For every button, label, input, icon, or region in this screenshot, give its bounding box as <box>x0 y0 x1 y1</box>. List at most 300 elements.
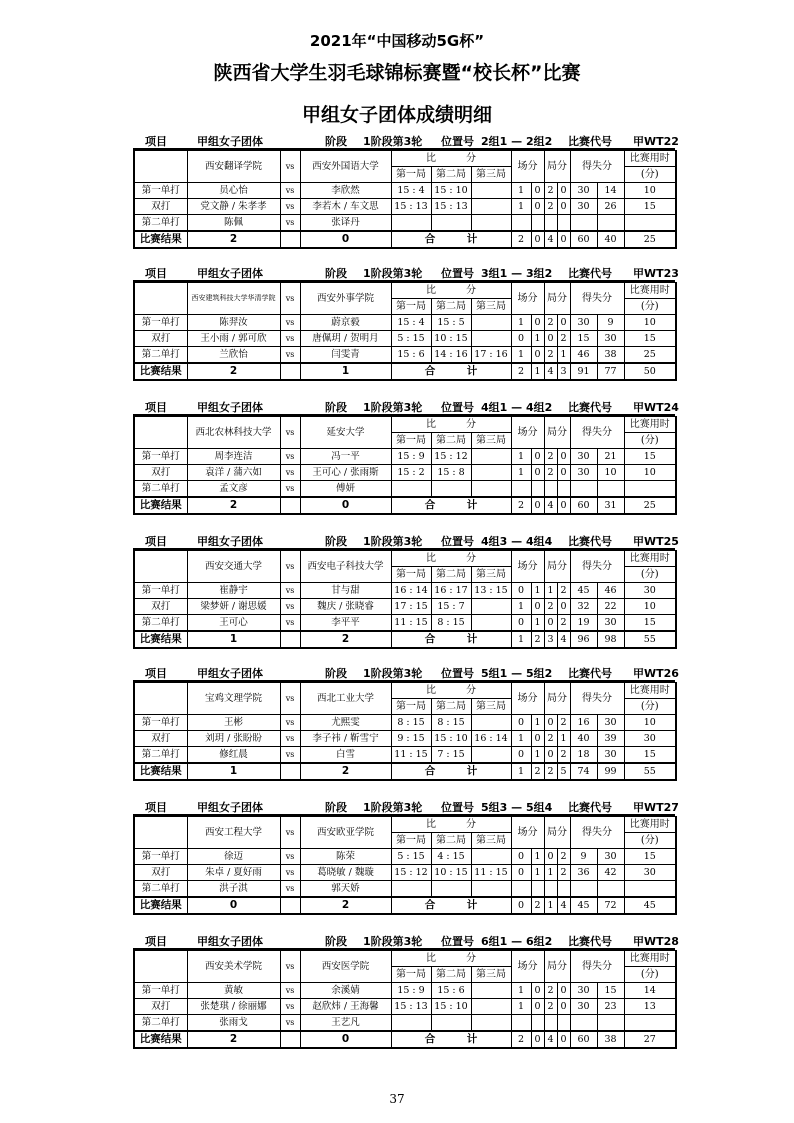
total-label: 合 计 <box>391 631 511 648</box>
game2-score: 16 : 17 <box>431 583 471 599</box>
player-b: 葛晓敏 / 魏璇 <box>300 865 391 881</box>
label-item: 项目 <box>145 267 167 280</box>
game3-header: 第三局 <box>471 833 511 849</box>
game2-score <box>431 881 471 898</box>
stat-cell: 2 <box>557 331 570 347</box>
total-stat-cell: 2 <box>544 763 557 780</box>
result-team-a: 0 <box>187 897 280 914</box>
game1-score <box>391 881 431 898</box>
game1-score: 5 : 15 <box>391 331 431 347</box>
total-stat-cell: 1 <box>531 363 544 380</box>
label-stage: 阶段 <box>325 267 347 280</box>
stat-cell: 1 <box>544 865 557 881</box>
stat-cell: 0 <box>531 183 544 199</box>
team-a-name: 西安翻译学院 <box>187 151 280 183</box>
game2-score: 7 : 15 <box>431 747 471 764</box>
stat-cell: 0 <box>531 449 544 465</box>
total-stat-cell: 0 <box>557 1031 570 1048</box>
stat-cell: 1 <box>511 183 531 199</box>
result-team-b: 0 <box>300 497 391 514</box>
total-stat-cell: 98 <box>597 631 624 648</box>
total-stat-cell: 31 <box>597 497 624 514</box>
time-unit: (分) <box>624 967 676 983</box>
total-stat-cell: 2 <box>511 231 531 248</box>
stat-cell <box>544 215 557 232</box>
player-a: 朱卓 / 夏好雨 <box>187 865 280 881</box>
total-stat-cell: 4 <box>557 631 570 648</box>
points-header: 得失分 <box>570 951 624 983</box>
game3-score: 13 : 15 <box>471 583 511 599</box>
vs-label: vs <box>280 283 300 315</box>
team-b-name: 西安外国语大学 <box>300 151 391 183</box>
player-b: 闫雯青 <box>300 347 391 364</box>
stat-cell: 1 <box>531 715 544 731</box>
table-row <box>134 465 676 481</box>
player-b: 赵欣炜 / 王海馨 <box>300 999 391 1015</box>
total-stat-cell: 2 <box>531 631 544 648</box>
stat-cell: 2 <box>544 983 557 999</box>
vs-label: vs <box>280 315 300 331</box>
time-value: 14 <box>624 983 676 999</box>
time-header: 比赛用时 <box>624 283 676 299</box>
stat-cell: 30 <box>570 465 597 481</box>
game2-header: 第二局 <box>431 299 471 315</box>
code-value: 甲WT26 <box>633 667 679 680</box>
score-header: 比 分 <box>391 283 511 299</box>
player-a: 陈羿汝 <box>187 315 280 331</box>
stat-cell: 38 <box>597 347 624 364</box>
position-value: 4组1 — 4组2 <box>481 401 553 414</box>
stat-cell <box>570 881 597 898</box>
label-position: 位置号 <box>441 667 474 680</box>
total-stat-cell: 1 <box>511 631 531 648</box>
total-stat-cell: 0 <box>511 897 531 914</box>
stat-cell: 1 <box>511 599 531 615</box>
label-stage: 阶段 <box>325 535 347 548</box>
stat-cell: 0 <box>544 747 557 764</box>
table-header-row <box>134 283 676 299</box>
game2-score: 15 : 10 <box>431 999 471 1015</box>
total-time: 45 <box>624 897 676 914</box>
stat-cell: 32 <box>570 599 597 615</box>
total-stat-cell: 72 <box>597 897 624 914</box>
game2-score: 10 : 15 <box>431 331 471 347</box>
result-row <box>134 897 676 914</box>
total-stat-cell: 96 <box>570 631 597 648</box>
game1-score: 17 : 15 <box>391 599 431 615</box>
table-row <box>134 715 676 731</box>
player-b: 陈荣 <box>300 849 391 865</box>
stat-cell: 46 <box>570 347 597 364</box>
game1-header: 第一局 <box>391 833 431 849</box>
game1-score: 15 : 9 <box>391 983 431 999</box>
vs-label: vs <box>280 551 300 583</box>
total-time: 25 <box>624 497 676 514</box>
vs-label: vs <box>280 731 300 747</box>
table-row <box>134 481 676 498</box>
stat-cell: 2 <box>544 449 557 465</box>
stage-value: 1阶段第3轮 <box>363 535 423 548</box>
stat-cell: 1 <box>531 849 544 865</box>
result-label: 比赛结果 <box>134 497 187 514</box>
table-header-row <box>134 551 676 567</box>
player-b: 尤熙雯 <box>300 715 391 731</box>
game1-score: 5 : 15 <box>391 849 431 865</box>
label-code: 比赛代号 <box>568 935 612 948</box>
time-header: 比赛用时 <box>624 417 676 433</box>
stat-cell: 30 <box>570 983 597 999</box>
result-team-b: 2 <box>300 763 391 780</box>
stat-cell: 0 <box>531 983 544 999</box>
match-block <box>133 933 679 1049</box>
position-value: 3组1 — 3组2 <box>481 267 553 280</box>
time-unit: (分) <box>624 699 676 715</box>
match-table <box>133 282 677 381</box>
game1-header: 第一局 <box>391 167 431 183</box>
score-header: 比 分 <box>391 951 511 967</box>
total-stat-cell: 60 <box>570 231 597 248</box>
stat-cell: 1 <box>531 615 544 632</box>
game1-score: 15 : 9 <box>391 449 431 465</box>
stat-cell: 30 <box>570 449 597 465</box>
stat-cell: 2 <box>557 715 570 731</box>
label-item: 项目 <box>145 401 167 414</box>
vs-label: vs <box>280 417 300 449</box>
stat-cell: 0 <box>511 583 531 599</box>
game2-score <box>431 1015 471 1032</box>
game-score-header: 局分 <box>544 417 570 449</box>
player-a: 徐迈 <box>187 849 280 865</box>
stat-cell: 1 <box>511 199 531 215</box>
match-header <box>133 133 679 150</box>
game-score-header: 局分 <box>544 951 570 983</box>
stat-cell: 0 <box>511 615 531 632</box>
player-b: 李若木 / 车文思 <box>300 199 391 215</box>
result-row <box>134 497 676 514</box>
stat-cell <box>511 881 531 898</box>
result-blank <box>280 497 300 514</box>
match-table <box>133 950 677 1049</box>
vs-label: vs <box>280 865 300 881</box>
game3-score <box>471 849 511 865</box>
label-code: 比赛代号 <box>568 535 612 548</box>
table-row <box>134 1015 676 1032</box>
total-stat-cell: 4 <box>544 231 557 248</box>
stat-cell: 0 <box>544 849 557 865</box>
game2-header: 第二局 <box>431 967 471 983</box>
game2-header: 第二局 <box>431 567 471 583</box>
stat-cell: 30 <box>597 615 624 632</box>
position-value: 5组1 — 5组2 <box>481 667 553 680</box>
match-score-header: 场分 <box>511 817 544 849</box>
game-score-header: 局分 <box>544 151 570 183</box>
stat-cell: 1 <box>531 747 544 764</box>
vs-label: vs <box>280 747 300 764</box>
event-type: 第二单打 <box>134 747 187 764</box>
game3-header: 第三局 <box>471 299 511 315</box>
game3-score <box>471 215 511 232</box>
game1-header: 第一局 <box>391 299 431 315</box>
time-header: 比赛用时 <box>624 551 676 567</box>
vs-label: vs <box>280 481 300 498</box>
total-stat-cell: 40 <box>597 231 624 248</box>
table-row <box>134 331 676 347</box>
game1-header: 第一局 <box>391 433 431 449</box>
player-a: 崔静宇 <box>187 583 280 599</box>
game3-header: 第三局 <box>471 167 511 183</box>
event-type: 第一单打 <box>134 583 187 599</box>
total-stat-cell: 0 <box>557 497 570 514</box>
game2-score: 4 : 15 <box>431 849 471 865</box>
game3-score <box>471 1015 511 1032</box>
points-header: 得失分 <box>570 683 624 715</box>
stat-cell <box>531 481 544 498</box>
time-value <box>624 481 676 498</box>
time-value: 15 <box>624 849 676 865</box>
time-value: 15 <box>624 615 676 632</box>
position-value: 5组3 — 5组4 <box>481 801 553 814</box>
label-position: 位置号 <box>441 135 474 148</box>
page-number: 37 <box>389 1092 405 1106</box>
points-header: 得失分 <box>570 417 624 449</box>
table-header-row <box>134 817 676 833</box>
stat-cell: 1 <box>557 347 570 364</box>
game2-score: 8 : 15 <box>431 715 471 731</box>
blank-cell <box>134 283 187 315</box>
label-code: 比赛代号 <box>568 801 612 814</box>
result-team-a: 2 <box>187 363 280 380</box>
stat-cell: 45 <box>570 583 597 599</box>
total-stat-cell: 45 <box>570 897 597 914</box>
stat-cell: 2 <box>557 615 570 632</box>
table-row <box>134 449 676 465</box>
game1-score: 9 : 15 <box>391 731 431 747</box>
table-row <box>134 199 676 215</box>
label-event: 甲组女子团体 <box>197 267 263 280</box>
event-type: 双打 <box>134 999 187 1015</box>
table-row <box>134 849 676 865</box>
player-a: 王小雨 / 郭可欣 <box>187 331 280 347</box>
player-a: 黄敏 <box>187 983 280 999</box>
game1-score: 15 : 4 <box>391 315 431 331</box>
game1-score: 15 : 13 <box>391 999 431 1015</box>
stat-cell: 15 <box>597 983 624 999</box>
vs-label: vs <box>280 1015 300 1032</box>
points-header: 得失分 <box>570 151 624 183</box>
stat-cell: 2 <box>544 315 557 331</box>
player-a: 周李连洁 <box>187 449 280 465</box>
blank-cell <box>134 417 187 449</box>
stat-cell: 23 <box>597 999 624 1015</box>
stat-cell: 39 <box>597 731 624 747</box>
table-row <box>134 215 676 232</box>
label-event: 甲组女子团体 <box>197 135 263 148</box>
match-score-header: 场分 <box>511 417 544 449</box>
match-score-header: 场分 <box>511 151 544 183</box>
stat-cell <box>597 481 624 498</box>
time-header: 比赛用时 <box>624 817 676 833</box>
total-stat-cell: 2 <box>511 363 531 380</box>
stat-cell: 9 <box>570 849 597 865</box>
result-label: 比赛结果 <box>134 631 187 648</box>
stat-cell: 1 <box>511 999 531 1015</box>
stat-cell: 2 <box>544 199 557 215</box>
vs-label: vs <box>280 151 300 183</box>
stat-cell: 1 <box>511 983 531 999</box>
game3-score <box>471 747 511 764</box>
label-event: 甲组女子团体 <box>197 667 263 680</box>
game1-score: 15 : 2 <box>391 465 431 481</box>
event-type: 第二单打 <box>134 1015 187 1032</box>
code-value: 甲WT25 <box>633 535 679 548</box>
stat-cell: 0 <box>531 315 544 331</box>
match-header <box>133 933 679 950</box>
game1-score: 11 : 15 <box>391 747 431 764</box>
time-unit: (分) <box>624 299 676 315</box>
game1-score: 11 : 15 <box>391 615 431 632</box>
stat-cell: 0 <box>531 199 544 215</box>
game1-score: 15 : 6 <box>391 347 431 364</box>
page-header-line2: 陕西省大学生羽毛球锦标赛暨“校长杯”比赛 <box>213 62 581 84</box>
table-row <box>134 865 676 881</box>
stat-cell: 0 <box>557 315 570 331</box>
stat-cell: 2 <box>544 183 557 199</box>
event-type: 第二单打 <box>134 481 187 498</box>
stat-cell: 30 <box>570 999 597 1015</box>
game3-score <box>471 199 511 215</box>
table-row <box>134 747 676 764</box>
game2-score: 15 : 6 <box>431 983 471 999</box>
player-a: 员心怡 <box>187 183 280 199</box>
stat-cell <box>570 215 597 232</box>
stat-cell <box>511 215 531 232</box>
player-a: 洪子淇 <box>187 881 280 898</box>
player-a: 党文静 / 朱孝孝 <box>187 199 280 215</box>
label-item: 项目 <box>145 801 167 814</box>
label-code: 比赛代号 <box>568 267 612 280</box>
stat-cell: 0 <box>557 983 570 999</box>
label-position: 位置号 <box>441 267 474 280</box>
stat-cell: 0 <box>544 331 557 347</box>
stat-cell <box>531 881 544 898</box>
stat-cell <box>597 215 624 232</box>
stage-value: 1阶段第3轮 <box>363 935 423 948</box>
total-stat-cell: 3 <box>557 363 570 380</box>
stat-cell <box>544 881 557 898</box>
time-value: 15 <box>624 747 676 764</box>
game2-score: 15 : 8 <box>431 465 471 481</box>
label-event: 甲组女子团体 <box>197 535 263 548</box>
table-row <box>134 999 676 1015</box>
score-header: 比 分 <box>391 817 511 833</box>
event-type: 第二单打 <box>134 881 187 898</box>
score-header: 比 分 <box>391 551 511 567</box>
game2-score: 15 : 5 <box>431 315 471 331</box>
stat-cell <box>557 481 570 498</box>
stat-cell: 2 <box>544 347 557 364</box>
time-value: 15 <box>624 199 676 215</box>
match-header <box>133 399 679 416</box>
event-type: 第二单打 <box>134 615 187 632</box>
match-header <box>133 265 679 282</box>
result-blank <box>280 231 300 248</box>
score-header: 比 分 <box>391 683 511 699</box>
code-value: 甲WT23 <box>633 267 679 280</box>
vs-label: vs <box>280 449 300 465</box>
game1-score <box>391 1015 431 1032</box>
total-stat-cell: 0 <box>531 1031 544 1048</box>
game1-score: 16 : 14 <box>391 583 431 599</box>
total-stat-cell: 2 <box>511 1031 531 1048</box>
game3-score <box>471 715 511 731</box>
stat-cell <box>557 881 570 898</box>
stat-cell: 30 <box>597 747 624 764</box>
vs-label: vs <box>280 983 300 999</box>
game3-score <box>471 465 511 481</box>
time-unit: (分) <box>624 167 676 183</box>
game-score-header: 局分 <box>544 683 570 715</box>
match-header <box>133 533 679 550</box>
total-time: 50 <box>624 363 676 380</box>
time-value: 15 <box>624 331 676 347</box>
game3-score <box>471 983 511 999</box>
vs-label: vs <box>280 849 300 865</box>
stat-cell: 10 <box>597 465 624 481</box>
stat-cell: 40 <box>570 731 597 747</box>
stat-cell: 0 <box>557 449 570 465</box>
vs-label: vs <box>280 615 300 632</box>
stat-cell: 0 <box>531 599 544 615</box>
stat-cell: 0 <box>531 731 544 747</box>
event-type: 双打 <box>134 599 187 615</box>
result-team-a: 1 <box>187 631 280 648</box>
game3-score: 16 : 14 <box>471 731 511 747</box>
result-blank <box>280 1031 300 1048</box>
game-score-header: 局分 <box>544 283 570 315</box>
blank-cell <box>134 551 187 583</box>
stat-cell: 0 <box>557 465 570 481</box>
stat-cell: 0 <box>544 615 557 632</box>
vs-label: vs <box>280 683 300 715</box>
total-time: 55 <box>624 763 676 780</box>
total-stat-cell: 0 <box>557 231 570 248</box>
result-label: 比赛结果 <box>134 363 187 380</box>
game3-score <box>471 999 511 1015</box>
label-stage: 阶段 <box>325 135 347 148</box>
table-row <box>134 881 676 898</box>
event-type: 第一单打 <box>134 315 187 331</box>
result-team-b: 2 <box>300 631 391 648</box>
vs-label: vs <box>280 199 300 215</box>
total-time: 27 <box>624 1031 676 1048</box>
stat-cell: 30 <box>570 315 597 331</box>
stat-cell: 30 <box>570 199 597 215</box>
game3-header: 第三局 <box>471 567 511 583</box>
table-header-row <box>134 417 676 433</box>
total-stat-cell: 91 <box>570 363 597 380</box>
blank-cell <box>134 151 187 183</box>
vs-label: vs <box>280 599 300 615</box>
vs-label: vs <box>280 183 300 199</box>
player-b: 余溪婧 <box>300 983 391 999</box>
event-type: 双打 <box>134 331 187 347</box>
time-unit: (分) <box>624 567 676 583</box>
team-a-name: 西安交通大学 <box>187 551 280 583</box>
result-team-a: 2 <box>187 1031 280 1048</box>
stat-cell: 0 <box>544 715 557 731</box>
stat-cell: 15 <box>570 331 597 347</box>
match-table <box>133 150 677 249</box>
